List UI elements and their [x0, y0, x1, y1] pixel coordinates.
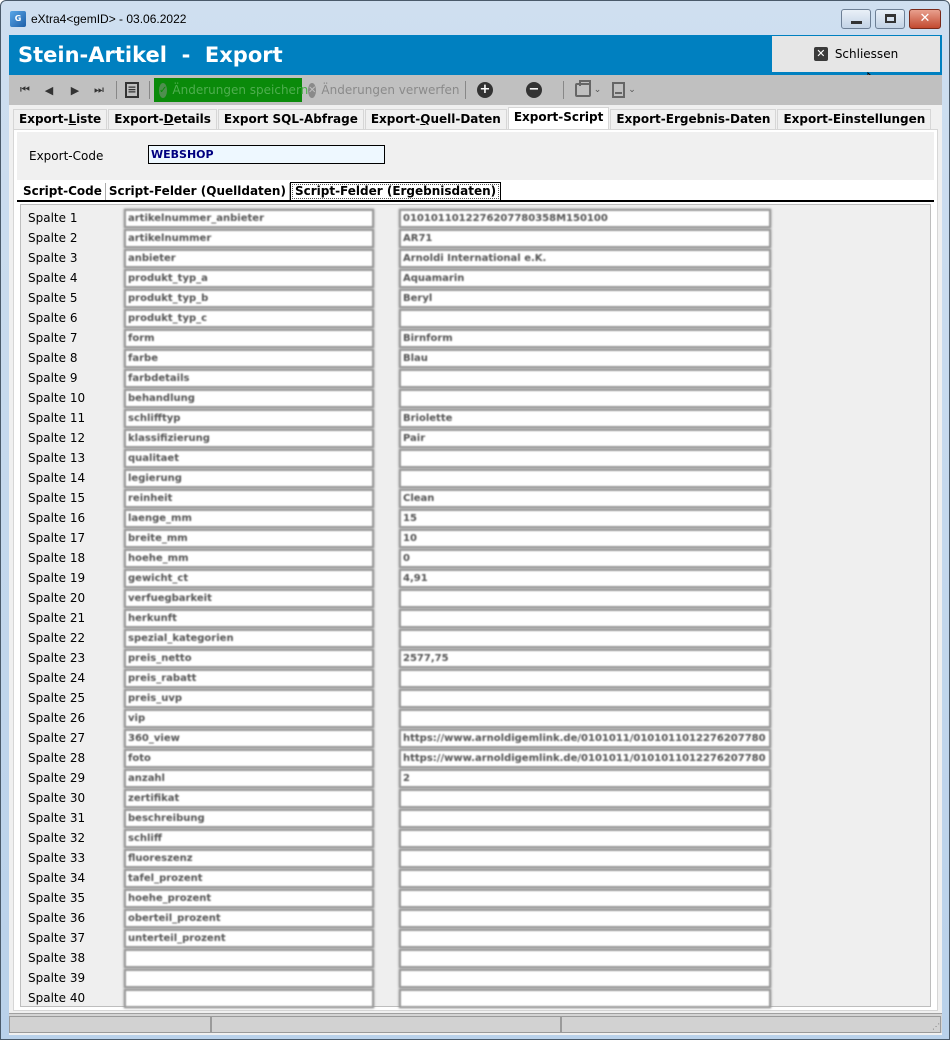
row-label: Spalte 31 [28, 811, 86, 825]
source-field-input[interactable]: beschreibung [124, 809, 374, 828]
tab-accelerator: Q [420, 112, 431, 126]
result-value-input[interactable] [399, 989, 771, 1008]
result-value-input[interactable] [399, 449, 771, 468]
page-header [9, 35, 942, 75]
source-field-input[interactable]: gewicht_ct [124, 569, 374, 588]
row-label: Spalte 30 [28, 791, 86, 805]
next-icon: ▶ [70, 83, 80, 97]
status-cell-1 [9, 1016, 211, 1033]
field-row [21, 608, 801, 628]
result-value-input[interactable]: https://www.arnoldigemlink.de/0101011/0101011012276207780 [399, 749, 771, 768]
field-row [21, 868, 801, 888]
status-bar [9, 1013, 942, 1033]
prev-record-button[interactable] [41, 79, 57, 101]
result-value-input[interactable]: Clean [399, 489, 771, 508]
row-label: Spalte 5 [28, 291, 78, 305]
field-row [21, 948, 801, 968]
minimize-button[interactable] [841, 9, 871, 29]
result-value-input[interactable]: 10 [399, 529, 771, 548]
tab-label: etails [173, 112, 211, 126]
result-value-input[interactable] [399, 629, 771, 648]
source-field-input[interactable]: qualitaet [124, 449, 374, 468]
row-label: Spalte 18 [28, 551, 86, 565]
discard-changes-label: Änderungen verwerfen [321, 83, 460, 97]
minus-circle-icon: − [526, 82, 542, 98]
toolbar-separator [116, 81, 117, 99]
field-row [21, 788, 801, 808]
title-bar[interactable] [1, 1, 949, 35]
toolbar-separator [465, 81, 466, 99]
source-field-input[interactable]: hoehe_prozent [124, 889, 374, 908]
field-row [21, 648, 801, 668]
field-row [21, 768, 801, 788]
source-field-input[interactable]: spezial_kategorien [124, 629, 374, 648]
tab-label: Export-Ergebnis-Daten [616, 112, 771, 126]
schliessen-button[interactable] [771, 35, 941, 73]
discard-changes-button[interactable] [306, 78, 460, 102]
field-row [21, 848, 801, 868]
tab-label: Export SQL-Abfrage [223, 112, 358, 126]
result-value-input[interactable]: Blau [399, 349, 771, 368]
row-label: Spalte 12 [28, 431, 86, 445]
next-record-button[interactable] [67, 79, 83, 101]
field-row [21, 588, 801, 608]
list-view-button[interactable] [122, 79, 142, 101]
row-label: Spalte 22 [28, 631, 86, 645]
tab-export-liste[interactable] [13, 109, 107, 129]
field-row [21, 628, 801, 648]
field-row [21, 368, 801, 388]
maximize-button[interactable] [875, 9, 905, 29]
row-label: Spalte 29 [28, 771, 86, 785]
row-label: Spalte 13 [28, 451, 86, 465]
source-field-input[interactable]: schlifftyp [124, 409, 374, 428]
first-record-button[interactable] [17, 79, 33, 101]
resize-grip-icon[interactable]: ⋰ [932, 1022, 939, 1031]
source-field-input[interactable]: anzahl [124, 769, 374, 788]
source-field-input[interactable] [124, 989, 374, 1008]
result-value-input[interactable] [399, 589, 771, 608]
row-label: Spalte 34 [28, 871, 86, 885]
row-label: Spalte 6 [28, 311, 78, 325]
source-field-input[interactable]: breite_mm [124, 529, 374, 548]
subtab-script-felder-ergebnisdaten[interactable]: Script-Felder (Ergebnisdaten) [290, 182, 501, 201]
source-field-input[interactable]: preis_uvp [124, 689, 374, 708]
source-field-input[interactable]: produkt_typ_a [124, 269, 374, 288]
result-value-input[interactable] [399, 869, 771, 888]
client-area [9, 35, 942, 1035]
tab-label: Export- [114, 112, 164, 126]
export-code-section [17, 132, 934, 180]
result-value-input[interactable] [399, 469, 771, 488]
row-label: Spalte 4 [28, 271, 78, 285]
source-field-input[interactable]: vip [124, 709, 374, 728]
result-value-input[interactable]: Birnform [399, 329, 771, 348]
result-value-input[interactable] [399, 709, 771, 728]
field-row [21, 548, 801, 568]
script-sub-tab-bar [20, 182, 501, 200]
result-value-input[interactable] [399, 969, 771, 988]
tab-export-ergebnis-daten[interactable] [610, 109, 776, 129]
row-label: Spalte 16 [28, 511, 86, 525]
result-value-input[interactable]: Pair [399, 429, 771, 448]
source-field-input[interactable]: produkt_typ_b [124, 289, 374, 308]
source-field-input[interactable]: foto [124, 749, 374, 768]
chevron-down-icon: ⌄ [593, 85, 602, 95]
row-label: Spalte 28 [28, 751, 86, 765]
tab-label: uell-Daten [430, 112, 501, 126]
result-value-input[interactable]: https://www.arnoldigemlink.de/0101011/0101011012276207780 [399, 729, 771, 748]
page-layout-dropdown-button[interactable] [608, 79, 640, 101]
tab-label: iste [76, 112, 102, 126]
source-field-input[interactable] [124, 969, 374, 988]
result-value-input[interactable]: 0101011012276207780358M150100 [399, 209, 771, 228]
result-value-input[interactable] [399, 789, 771, 808]
row-label: Spalte 9 [28, 371, 78, 385]
sub-tab-divider [17, 200, 934, 202]
x-square-icon: ✕ [814, 47, 828, 61]
export-code-label: Export-Code [29, 149, 104, 163]
field-row [21, 348, 801, 368]
x-circle-icon: ✕ [308, 84, 317, 96]
row-label: Spalte 36 [28, 911, 86, 925]
row-label: Spalte 1 [28, 211, 78, 225]
row-label: Spalte 33 [28, 851, 86, 865]
result-value-input[interactable]: 0 [399, 549, 771, 568]
result-value-input[interactable]: 15 [399, 509, 771, 528]
tab-export-sql-abfrage[interactable] [218, 109, 364, 129]
row-label: Spalte 14 [28, 471, 86, 485]
source-field-input[interactable]: oberteil_prozent [124, 909, 374, 928]
printer-icon [575, 83, 591, 97]
first-icon: ⏮ [20, 83, 30, 96]
field-row [21, 668, 801, 688]
row-label: Spalte 32 [28, 831, 86, 845]
field-row [21, 408, 801, 428]
row-label: Spalte 38 [28, 951, 86, 965]
row-label: Spalte 19 [28, 571, 86, 585]
result-value-input[interactable] [399, 889, 771, 908]
source-field-input[interactable]: preis_netto [124, 649, 374, 668]
result-value-input[interactable]: 2577,75 [399, 649, 771, 668]
field-row [21, 208, 801, 228]
tab-label: Export- [19, 112, 69, 126]
row-label: Spalte 10 [28, 391, 86, 405]
gem-app-icon: G [10, 11, 26, 27]
field-row [21, 468, 801, 488]
field-row [21, 228, 801, 248]
source-field-input[interactable]: 360_view [124, 729, 374, 748]
source-field-input[interactable]: unterteil_prozent [124, 929, 374, 948]
script-fields-panel [20, 204, 931, 1007]
field-row [21, 568, 801, 588]
row-label: Spalte 37 [28, 931, 86, 945]
source-field-input[interactable]: artikelnummer [124, 229, 374, 248]
last-record-button[interactable] [91, 79, 107, 101]
toolbar-separator [149, 81, 150, 99]
tab-label: Export-Einstellungen [783, 112, 926, 126]
field-row [21, 688, 801, 708]
field-row [21, 428, 801, 448]
row-label: Spalte 26 [28, 711, 86, 725]
field-row [21, 288, 801, 308]
field-row [21, 988, 801, 1008]
main-tab-bar [13, 107, 932, 129]
row-label: Spalte 40 [28, 991, 86, 1005]
field-row [21, 448, 801, 468]
tab-label: Export-Script [513, 110, 604, 124]
delete-record-button[interactable] [524, 79, 544, 101]
field-row [21, 248, 801, 268]
source-field-input[interactable]: farbdetails [124, 369, 374, 388]
row-label: Spalte 35 [28, 891, 86, 905]
field-row [21, 308, 801, 328]
row-label: Spalte 25 [28, 691, 86, 705]
subtab-script-code[interactable]: Script-Code [20, 183, 106, 200]
source-field-input[interactable]: hoehe_mm [124, 549, 374, 568]
result-value-input[interactable] [399, 669, 771, 688]
source-field-input[interactable]: fluoreszenz [124, 849, 374, 868]
result-value-input[interactable] [399, 309, 771, 328]
field-row [21, 928, 801, 948]
plus-circle-icon: + [477, 82, 493, 98]
field-row [21, 528, 801, 548]
row-label: Spalte 11 [28, 411, 86, 425]
result-value-input[interactable]: 2 [399, 769, 771, 788]
result-value-input[interactable]: Beryl [399, 289, 771, 308]
source-field-input[interactable]: legierung [124, 469, 374, 488]
field-row [21, 888, 801, 908]
result-value-input[interactable] [399, 369, 771, 388]
source-field-input[interactable]: zertifikat [124, 789, 374, 808]
tab-accelerator: L [68, 112, 77, 126]
field-row [21, 808, 801, 828]
field-row [21, 268, 801, 288]
row-label: Spalte 27 [28, 731, 86, 745]
row-label: Spalte 7 [28, 331, 78, 345]
result-value-input[interactable] [399, 849, 771, 868]
prev-icon: ◀ [44, 83, 54, 97]
result-value-input[interactable] [399, 929, 771, 948]
result-value-input[interactable]: Arnoldi International e.K. [399, 249, 771, 268]
result-value-input[interactable] [399, 389, 771, 408]
list-icon: ≡ [125, 82, 139, 98]
tab-label: Export- [370, 112, 421, 126]
field-row [21, 828, 801, 848]
tab-export-script[interactable] [508, 107, 610, 129]
source-field-input[interactable]: behandlung [124, 389, 374, 408]
toolbar [9, 75, 942, 105]
field-row [21, 388, 801, 408]
source-field-input[interactable]: herkunft [124, 609, 374, 628]
maximize-icon [885, 14, 896, 23]
window-close-button[interactable] [909, 9, 941, 29]
row-label: Spalte 8 [28, 351, 78, 365]
chevron-down-icon: ⌄ [628, 85, 636, 95]
source-field-input[interactable]: preis_rabatt [124, 669, 374, 688]
save-changes-button[interactable] [154, 78, 309, 102]
field-row [21, 328, 801, 348]
row-label: Spalte 17 [28, 531, 86, 545]
source-field-input[interactable]: anbieter [124, 249, 374, 268]
result-value-input[interactable] [399, 689, 771, 708]
toolbar-separator [563, 81, 564, 99]
field-row [21, 728, 801, 748]
result-value-input[interactable] [399, 949, 771, 968]
page-title: Stein-Artikel - Export [18, 43, 283, 67]
export-script-panel [13, 129, 938, 1011]
tab-export-quell-daten[interactable] [365, 109, 507, 129]
status-cell-3 [561, 1016, 941, 1033]
check-circle-icon: ✓ [159, 84, 168, 96]
field-row [21, 508, 801, 528]
print-dropdown-button[interactable] [571, 79, 605, 101]
source-field-input[interactable]: artikelnummer_anbieter [124, 209, 374, 228]
save-changes-label: Änderungen speichern [172, 83, 309, 97]
subtab-script-felder-quelldaten[interactable]: Script-Felder (Quelldaten) [106, 183, 290, 200]
result-value-input[interactable] [399, 909, 771, 928]
source-field-input[interactable]: verfuegbarkeit [124, 589, 374, 608]
export-code-field[interactable]: WEBSHOP [148, 145, 385, 164]
row-label: Spalte 3 [28, 251, 78, 265]
row-label: Spalte 15 [28, 491, 86, 505]
add-record-button[interactable] [475, 79, 495, 101]
result-value-input[interactable]: Aquamarin [399, 269, 771, 288]
tab-accelerator: D [163, 112, 174, 126]
field-row [21, 748, 801, 768]
field-row [21, 488, 801, 508]
source-field-input[interactable]: form [124, 329, 374, 348]
field-row [21, 968, 801, 988]
result-value-input[interactable]: Briolette [399, 409, 771, 428]
last-icon: ⏭ [94, 83, 104, 96]
result-value-input[interactable]: AR71 [399, 229, 771, 248]
minimize-icon [851, 21, 862, 24]
result-value-input[interactable] [399, 829, 771, 848]
source-field-input[interactable]: farbe [124, 349, 374, 368]
result-value-input[interactable] [399, 609, 771, 628]
tab-export-details[interactable] [108, 109, 217, 129]
row-label: Spalte 23 [28, 651, 86, 665]
field-row [21, 708, 801, 728]
page-icon [612, 82, 625, 98]
source-field-input[interactable]: schliff [124, 829, 374, 848]
row-label: Spalte 2 [28, 231, 78, 245]
result-value-input[interactable] [399, 809, 771, 828]
status-cell-2 [211, 1016, 561, 1033]
source-field-input[interactable]: tafel_prozent [124, 869, 374, 888]
source-field-input[interactable]: laenge_mm [124, 509, 374, 528]
field-row [21, 908, 801, 928]
row-label: Spalte 39 [28, 971, 86, 985]
schliessen-label: Schliessen [834, 47, 899, 61]
row-label: Spalte 24 [28, 671, 86, 685]
source-field-input[interactable] [124, 949, 374, 968]
row-label: Spalte 20 [28, 591, 86, 605]
tab-export-einstellungen[interactable] [777, 109, 931, 129]
window-title: eXtra4<gemID> - 03.06.2022 [31, 12, 187, 26]
close-icon: ✕ [919, 11, 931, 26]
result-value-input[interactable]: 4,91 [399, 569, 771, 588]
row-label: Spalte 21 [28, 611, 86, 625]
source-field-input[interactable]: klassifizierung [124, 429, 374, 448]
source-field-input[interactable]: reinheit [124, 489, 374, 508]
source-field-input[interactable]: produkt_typ_c [124, 309, 374, 328]
